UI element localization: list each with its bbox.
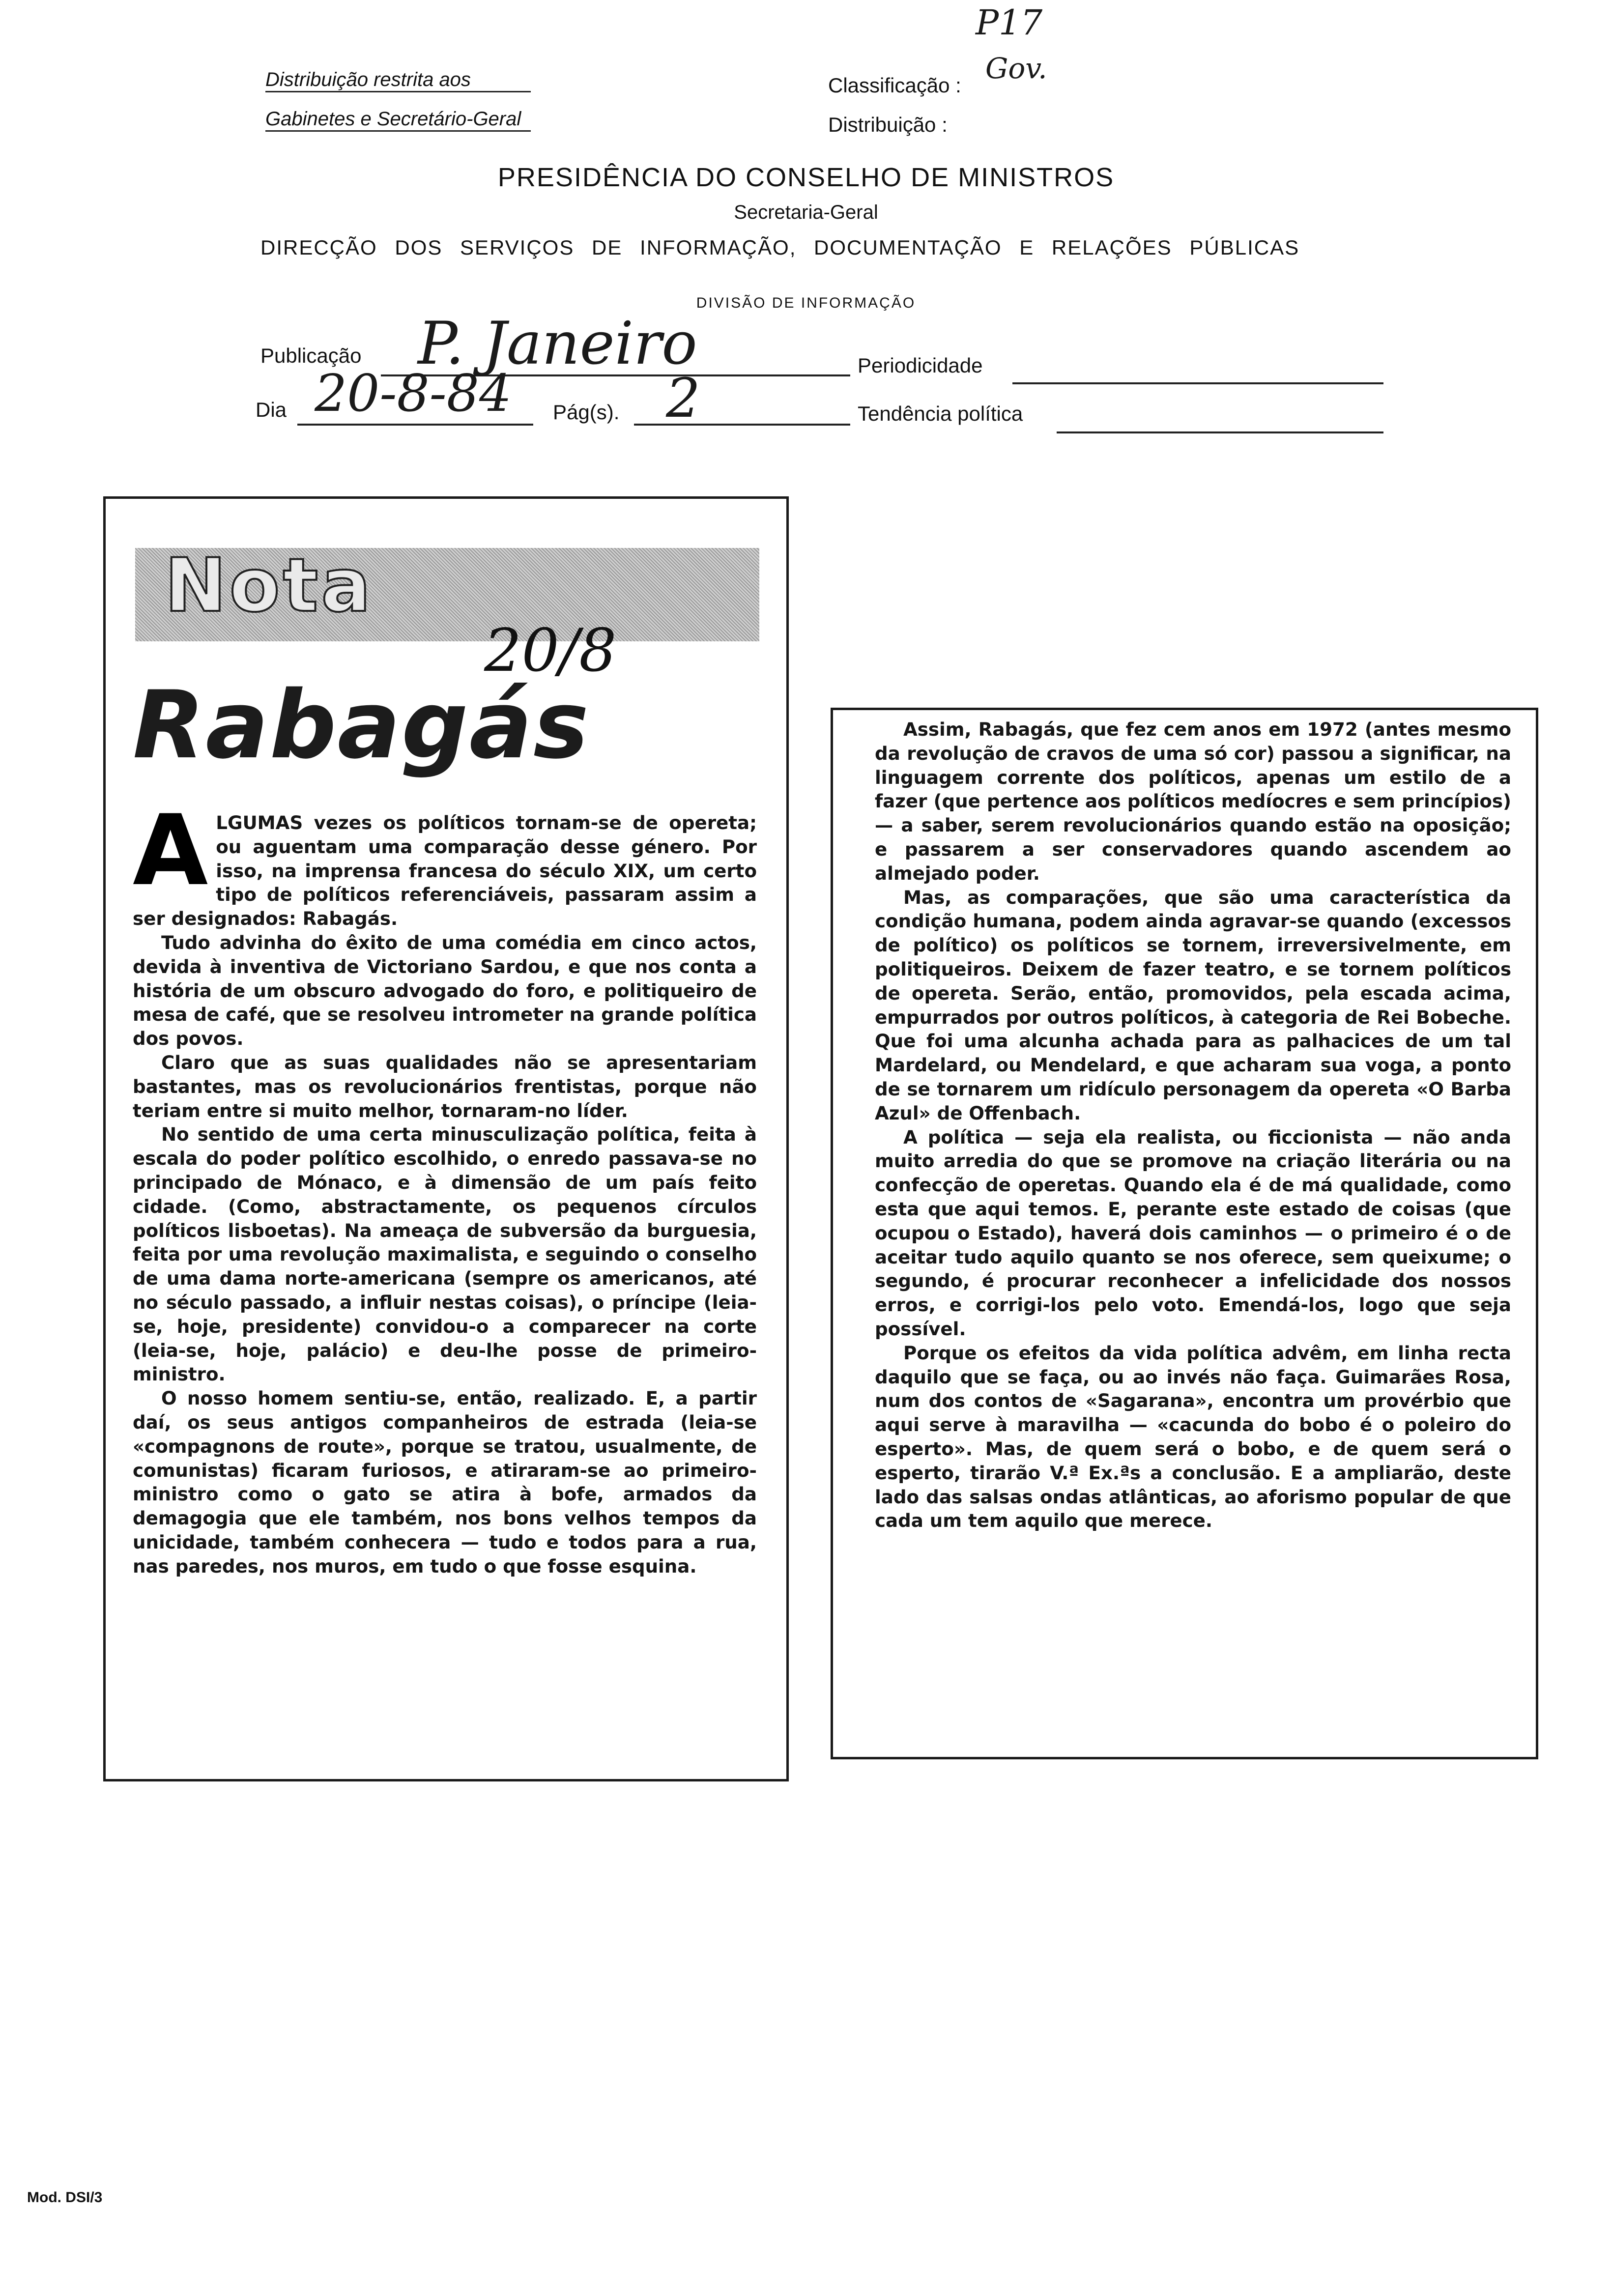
tendencia-line — [1057, 431, 1383, 433]
drop-cap: A — [133, 794, 208, 907]
right-column-text — [875, 718, 1511, 1533]
left-paragraph-2: Tudo advinha do êxito de uma comédia em cinco actos, devida à inventiva de Victoriano Sardou, e que nos conta a história de um obscuro advogado do foro, e politiqueiro de mesa de café, que se resolveu intrometer na grande política dos povos. — [133, 931, 757, 1050]
distribution-line-1: Distribuição restrita aos — [265, 69, 531, 92]
divisao-heading: DIVISÃO DE INFORMAÇÃO — [696, 295, 916, 311]
direccao-heading: DIRECÇÃO DOS SERVIÇOS DE INFORMAÇÃO, DOCUMENTAÇÃO E RELAÇÕES PÚBLICAS — [260, 236, 1300, 259]
left-paragraph-1: LGUMAS vezes os políticos tornam-se de opereta; ou aguentam uma comparação desse género. Por isso, na imprensa francesa do século XIX, um certo tipo de políticos referenciáveis, passaram assim a ser designados: Rabagás. — [133, 812, 757, 930]
left-paragraph-5: O nosso homem sentiu-se, então, realizado. E, a partir daí, os seus antigos companheiros de estrada (leia-se «compagnons de route», porque se tratou, usualmente, de comunistas) ficaram furiosos, e atiraram-se ao primeiro-ministro como o gato se atira à bofe, armados da demagogia que ele também, nos bons velhos tempos da unicidade, também conhecera — tudo e todos para a rua, nas paredes, nos muros, em tudo o que fosse esquina. — [133, 1387, 757, 1577]
dia-label: Dia — [256, 398, 287, 421]
form-model-code: Mod. DSI/3 — [27, 2189, 103, 2206]
pags-label: Pág(s). — [553, 401, 620, 424]
tendencia-label: Tendência política — [858, 402, 1023, 425]
corner-handwritten-mark: P17 — [976, 2, 1043, 43]
left-column-text — [133, 794, 757, 1578]
classificacao-value: Gov. — [985, 52, 1047, 85]
org-subtitle: Secretaria-Geral — [734, 201, 878, 223]
right-paragraph-4: Porque os efeitos da vida política advêm, em linha recta daquilo que se faça, ou ao invés não faça. Guimarães Rosa, num dos contos de «Sagarana», encontra um provérbio que aqui serve à maravilha — «cacunda do bobo é o poleiro do esperto». Mas, de quem será o bobo, e de quem será o esperto, tirarão V.ª Ex.ªs a conclusão. E a ampliarão, deste lado das salsas ondas atlânticas, ao aforismo popular de que cada um tem aquilo que merece. — [875, 1342, 1511, 1532]
clipping-left-column — [103, 496, 789, 1781]
pags-value: 2 — [666, 367, 700, 430]
dia-line — [297, 424, 533, 426]
left-paragraph-4: No sentido de uma certa minusculização política, feita à escala do poder político escolhido, o enredo passava-se no principado de Mónaco, e à dimensão de um país feito cidade. (Como, abstractamente, os pequenos círculos políticos lisboetas). Na ameaça de subversão da burguesia, feita por uma revolução maximalista, e seguindo o conselho de uma dama norte-americana (sempre os americanos, até no século passado, a influir nestas coisas), o príncipe (leia-se, hoje, presidente) convidou-o a comparecer na corte (leia-se, hoje, palácio) e deu-lhe posse de primeiro-ministro. — [133, 1123, 757, 1385]
dia-value: 20-8-84 — [315, 363, 512, 423]
org-title: PRESIDÊNCIA DO CONSELHO DE MINISTROS — [497, 163, 1115, 192]
publicacao-label: Publicação — [260, 344, 362, 367]
article-title: Rabagás — [133, 671, 590, 779]
distribuicao-label: Distribuição : — [828, 113, 948, 136]
nota-kicker: Nota — [165, 543, 374, 629]
publicacao-value: P. Janeiro — [418, 310, 697, 378]
periodicidade-label: Periodicidade — [858, 354, 983, 377]
clipping-right-column — [831, 708, 1538, 1759]
distribution-line-2: Gabinetes e Secretário-Geral — [265, 108, 531, 132]
classificacao-label: Classificação : — [828, 74, 961, 97]
handwritten-date: 20/8 — [484, 617, 617, 685]
left-paragraph-3: Claro que as suas qualidades não se apresentariam bastantes, mas os revolucionários frentistas, porque não teriam entre si muito melhor, tornaram-no líder. — [133, 1051, 757, 1121]
right-paragraph-3: A política — seja ela realista, ou ficcionista — não anda muito arredia do que se promove na criação literária ou na confecção de operetas. Quando ela é de má qualidade, como esta que aqui temos. E, perante este estado de coisas (que ocupou o Estado), haverá dois caminhos — o primeiro é o de aceitar tudo aquilo quanto se nos oferece, sem queixume; o segundo, é procurar reconhecer a infelicidade dos nossos erros, e corrigi-los pelo voto. Emendá-los, logo que seja possível. — [875, 1126, 1511, 1340]
periodicidade-line — [1012, 382, 1383, 384]
right-paragraph-2: Mas, as comparações, que são uma característica da condição humana, podem ainda agravar-se quando (excessos de político) os políticos se tornem, irreversivelmente, em politiqueiros. Deixem de fazer teatro, e se tornem políticos de opereta. Serão, então, promovidos, pela escada acima, empurrados por outros políticos, à categoria de Rei Bobeche. Que foi uma alcunha achada para as palhacices de um tal Mardelard, ou Mendelard, e que acharam sua voga, a ponto de se tornarem um ridículo personagem da opereta «O Barba Azul» de Offenbach. — [875, 886, 1511, 1124]
nota-band — [135, 543, 759, 641]
right-paragraph-1: Assim, Rabagás, que fez cem anos em 1972 (antes mesmo da revolução de cravos de uma só cor) passou a significar, na linguagem corrente dos políticos, apenas um estilo de a fazer (que pertence aos políticos medíocres e sem princípios) — a saber, serem revolucionários quando estão na oposição; e passarem a ser conservadores quando ascendem ao almejado poder. — [875, 718, 1511, 884]
